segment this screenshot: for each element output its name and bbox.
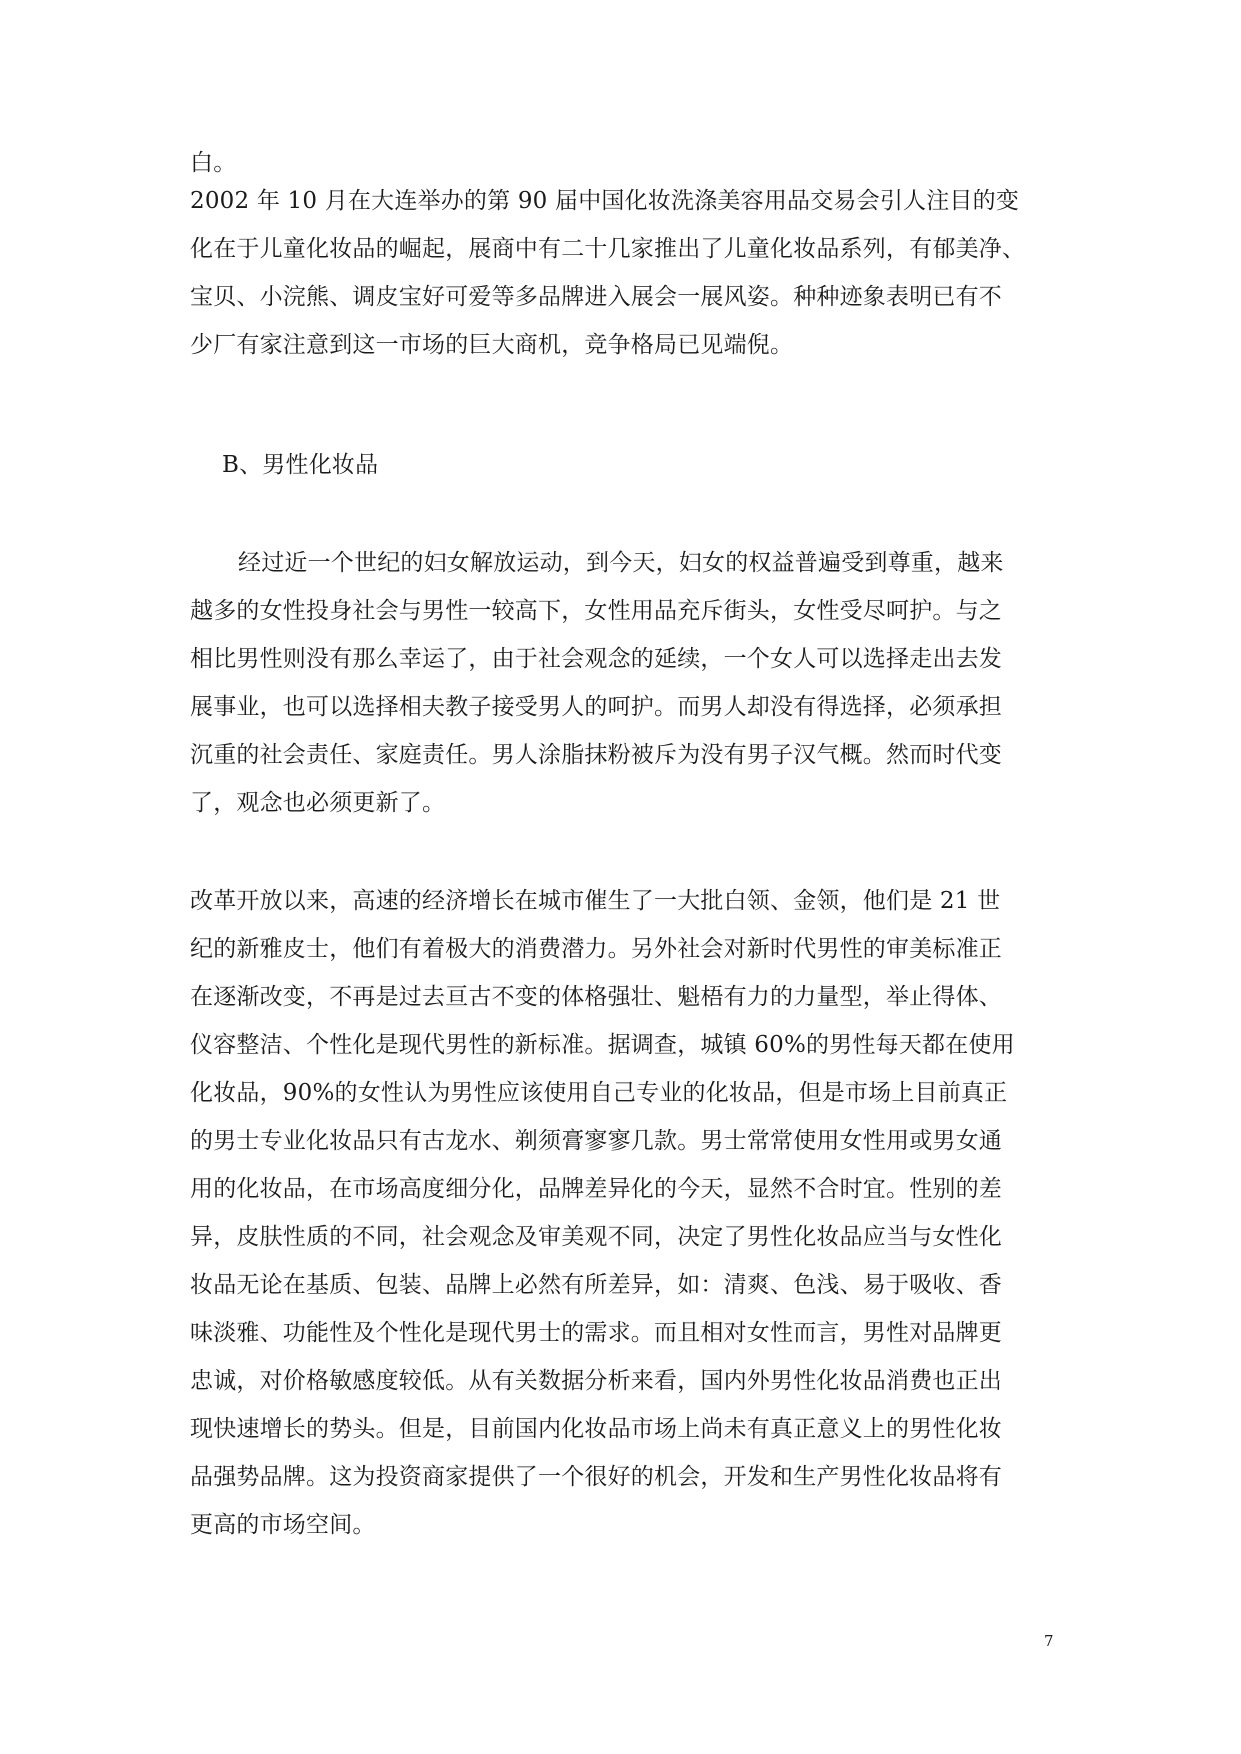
- text-line: 异，皮肤性质的不同，社会观念及审美观不同，决定了男性化妆品应当与女性化: [190, 1224, 1002, 1250]
- text-line: 2002 年 10 月在大连举办的第 90 届中国化妆洗涤美容用品交易会引人注目的变: [190, 188, 1020, 214]
- text-line: 味淡雅、功能性及个性化是现代男士的需求。而且相对女性而言，男性对品牌更: [190, 1320, 1002, 1346]
- text-line: 越多的女性投身社会与男性一较高下，女性用品充斥街头，女性受尽呵护。与之: [190, 598, 1002, 624]
- text-line: 妆品无论在基质、包装、品牌上必然有所差异，如：清爽、色浅、易于吸收、香: [190, 1272, 1002, 1298]
- page-number: 7: [1044, 1632, 1054, 1650]
- text-line: 化在于儿童化妆品的崛起，展商中有二十几家推出了儿童化妆品系列，有郁美净、: [190, 236, 1026, 262]
- text-line: 改革开放以来，高速的经济增长在城市催生了一大批白领、金领，他们是 21 世: [190, 888, 1001, 914]
- text-line: 纪的新雅皮士，他们有着极大的消费潜力。另外社会对新时代男性的审美标准正: [190, 936, 1002, 962]
- text-line: 化妆品，90%的女性认为男性应该使用自己专业的化妆品，但是市场上目前真正: [190, 1080, 1008, 1106]
- text-line: 忠诚，对价格敏感度较低。从有关数据分析来看，国内外男性化妆品消费也正出: [190, 1368, 1002, 1394]
- text-line: 更高的市场空间。: [190, 1512, 376, 1538]
- text-line: 了，观念也必须更新了。: [190, 790, 446, 816]
- text-line: 用的化妆品，在市场高度细分化，品牌差异化的今天，显然不合时宜。性别的差: [190, 1176, 1002, 1202]
- text-line: 相比男性则没有那么幸运了，由于社会观念的延续，一个女人可以选择走出去发: [190, 646, 1002, 672]
- text-line: 展事业，也可以选择相夫教子接受男人的呵护。而男人却没有得选择，必须承担: [190, 694, 1002, 720]
- text-line: 现快速增长的势头。但是，目前国内化妆品市场上尚未有真正意义上的男性化妆: [190, 1416, 1002, 1442]
- text-line: 白。: [190, 150, 237, 176]
- text-line: 沉重的社会责任、家庭责任。男人涂脂抹粉被斥为没有男子汉气概。然而时代变: [190, 742, 1002, 768]
- text-line: 宝贝、小浣熊、调皮宝好可爱等多品牌进入展会一展风姿。种种迹象表明已有不: [190, 284, 1002, 310]
- text-line: 仪容整洁、个性化是现代男性的新标准。据调查，城镇 60%的男性每天都在使用: [190, 1032, 1015, 1058]
- text-line: 少厂有家注意到这一市场的巨大商机，竞争格局已见端倪。: [190, 332, 794, 358]
- text-line: 在逐渐改变，不再是过去亘古不变的体格强壮、魁梧有力的力量型，举止得体、: [190, 984, 1002, 1010]
- text-line: 经过近一个世纪的妇女解放运动，到今天，妇女的权益普遍受到尊重，越来: [238, 550, 1004, 576]
- text-line: 的男士专业化妆品只有古龙水、剃须膏寥寥几款。男士常常使用女性用或男女通: [190, 1128, 1002, 1154]
- text-line: 品强势品牌。这为投资商家提供了一个很好的机会，开发和生产男性化妆品将有: [190, 1464, 1002, 1490]
- section-heading: B、男性化妆品: [222, 452, 379, 478]
